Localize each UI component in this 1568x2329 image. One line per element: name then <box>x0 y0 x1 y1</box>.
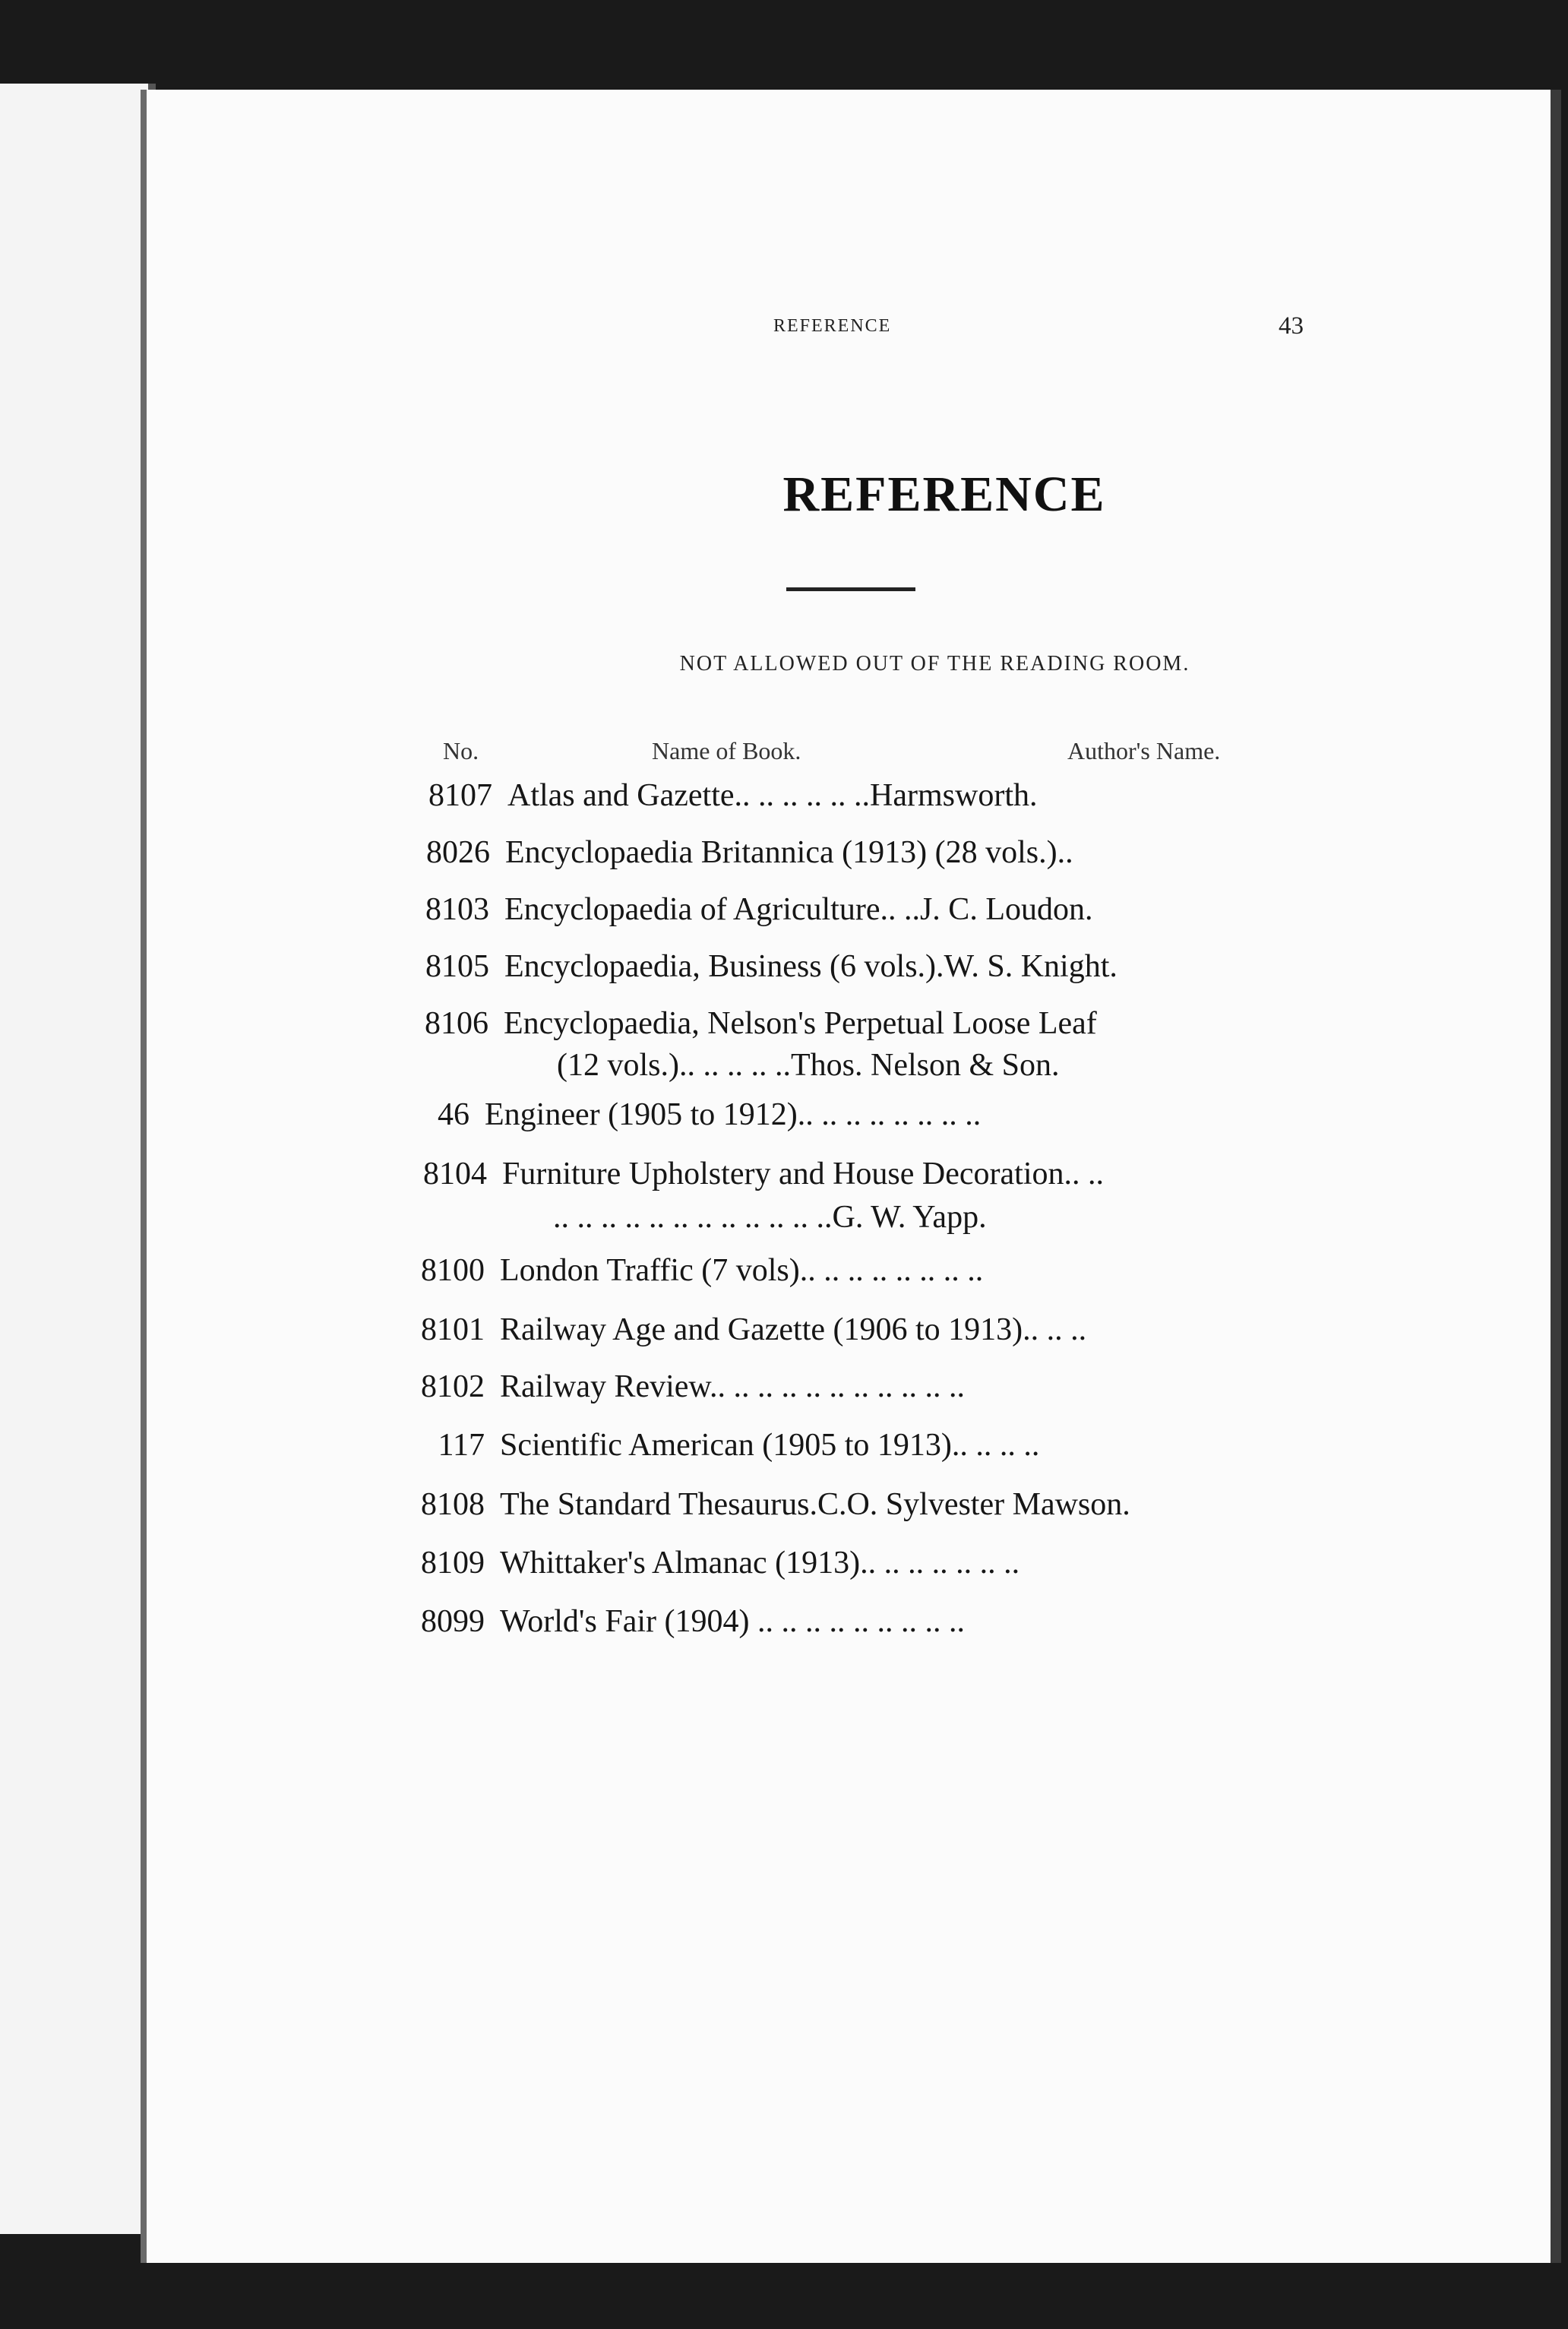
entry-number: 8109 <box>421 1546 485 1581</box>
entry-text: Railway Age and Gazette (1906 to 1913).. .. .. <box>500 1312 1087 1347</box>
entry-number: 117 <box>438 1428 485 1463</box>
entry-number: 8106 <box>425 1006 488 1041</box>
entry-text: Encyclopaedia of Agriculture.. ..J. C. Loudon. <box>504 892 1093 927</box>
page-title: REFERENCE <box>782 467 1106 522</box>
entry-text: London Traffic (7 vols).. .. .. .. .. .. .. .. <box>500 1253 984 1288</box>
entry-text: Railway Review.. .. .. .. .. .. .. .. .. .. .. <box>500 1369 966 1404</box>
column-header-name: Name of Book. <box>652 737 801 764</box>
column-header-no: No. <box>443 737 479 764</box>
entry-text: Atlas and Gazette.. .. .. .. .. ..Harmsworth. <box>507 778 1038 813</box>
title-rule <box>786 587 915 591</box>
entry-number: 8100 <box>421 1253 485 1288</box>
entry-text: Furniture Upholstery and House Decoration.. .. <box>502 1157 1104 1191</box>
entry-number: 8108 <box>421 1487 485 1522</box>
subtitle: NOT ALLOWED OUT OF THE READING ROOM. <box>679 652 1190 676</box>
entry-text: The Standard Thesaurus.C.O. Sylvester Mawson. <box>500 1487 1130 1522</box>
entry-number: 8103 <box>425 892 489 927</box>
entry-number: 46 <box>438 1097 469 1132</box>
entry-number: 8026 <box>426 835 490 870</box>
entry-text: Engineer (1905 to 1912).. .. .. .. .. .. .. .. <box>485 1097 982 1132</box>
entry-text: Encyclopaedia Britannica (1913) (28 vols.).. <box>505 835 1073 870</box>
entry-continuation: (12 vols.).. .. .. .. ..Thos. Nelson & Son. <box>557 1048 1060 1083</box>
entry-text: Encyclopaedia, Nelson's Perpetual Loose Leaf <box>504 1006 1097 1041</box>
entry-number: 8102 <box>421 1369 485 1404</box>
entry-number: 8107 <box>428 778 492 813</box>
entry-continuation: .. .. .. .. .. .. .. .. .. .. .. ..G. W. Yapp. <box>553 1200 987 1235</box>
facing-page <box>0 84 156 2234</box>
column-header-author: Author's Name. <box>1067 737 1221 764</box>
entry-text: Whittaker's Almanac (1913).. .. .. .. .. .. .. <box>500 1546 1020 1581</box>
entry-text: Scientific American (1905 to 1913).. .. .. .. <box>500 1428 1040 1463</box>
entry-text: Encyclopaedia, Business (6 vols.).W. S. Knight. <box>504 949 1118 984</box>
entry-text: World's Fair (1904) .. .. .. .. .. .. .. .. .. <box>500 1604 965 1639</box>
book-page <box>141 90 1561 2263</box>
running-head-title: REFERENCE <box>773 316 892 336</box>
entry-number: 8101 <box>421 1312 485 1347</box>
entry-number: 8105 <box>425 949 489 984</box>
entry-number: 8104 <box>423 1157 487 1191</box>
page-number: 43 <box>1279 312 1304 340</box>
entry-number: 8099 <box>421 1604 485 1639</box>
